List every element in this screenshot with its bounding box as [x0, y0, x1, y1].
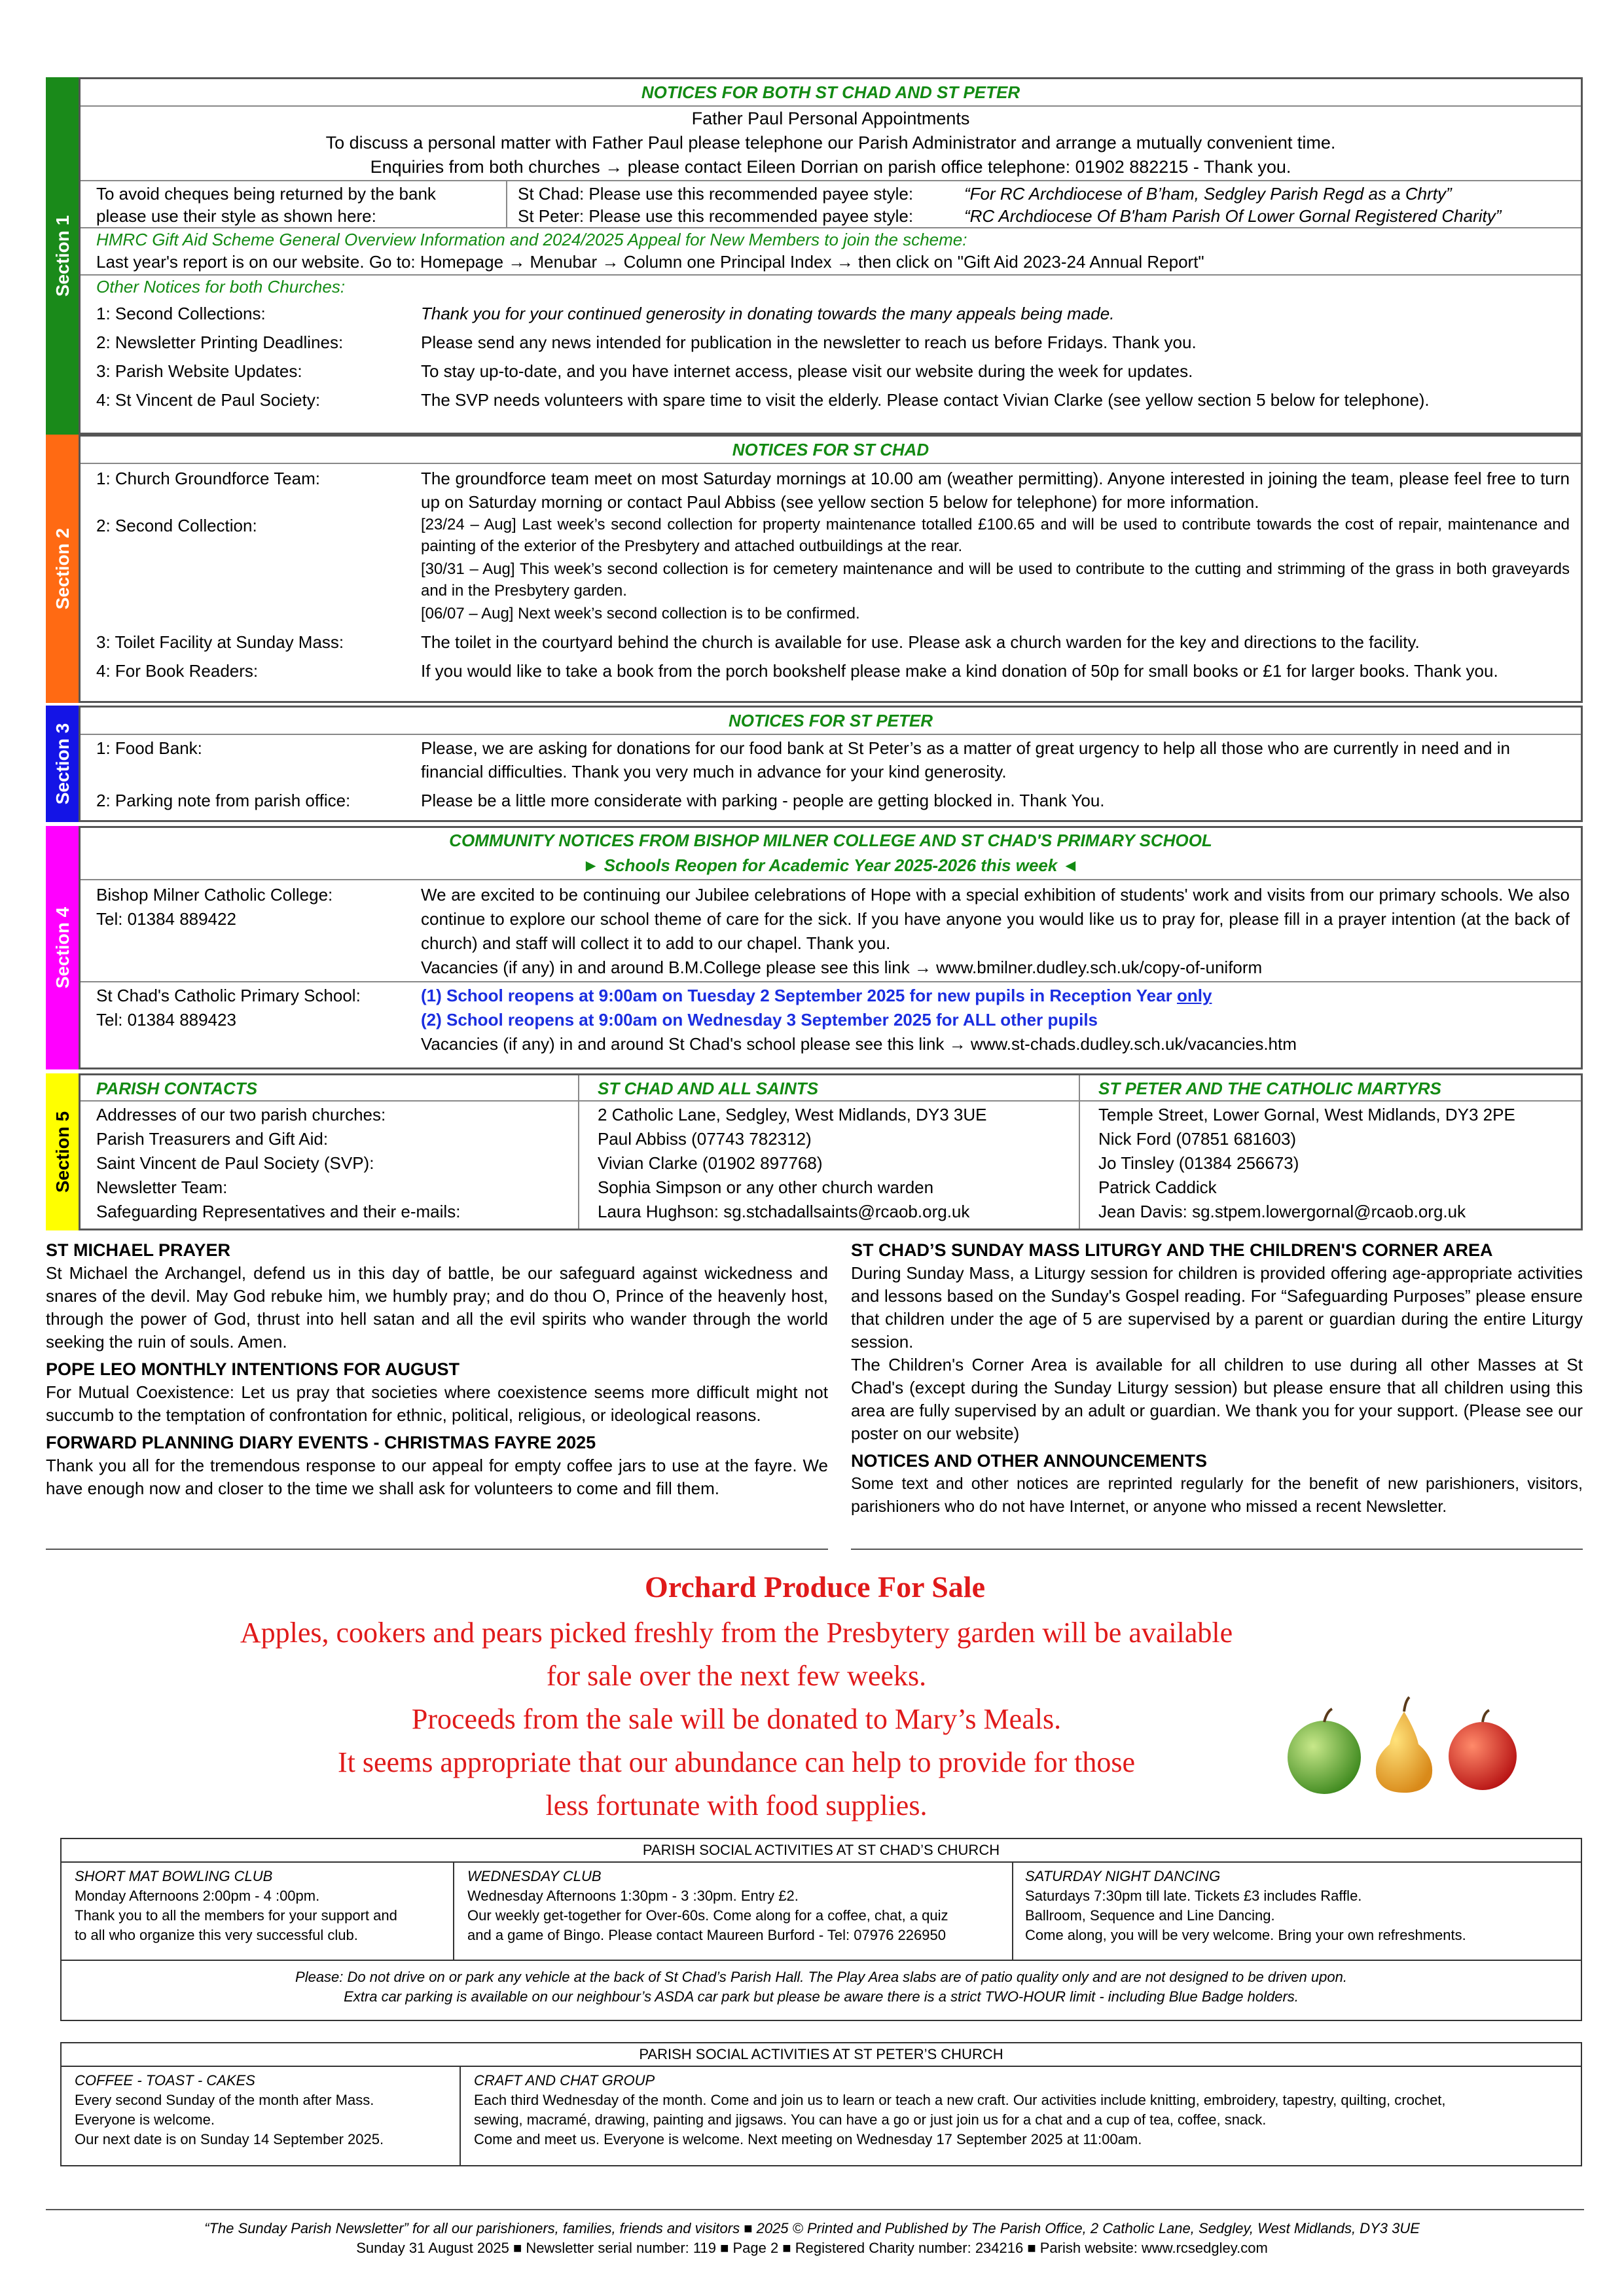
book-readers-text: If you would like to take a book from the porch bookshelf please make a kind donation of 50p for small books or £1 for larger books. Thank you.: [421, 661, 1498, 681]
section-4-subheader: ► Schools Reopen for Academic Year 2025-2026 this week ◄: [582, 855, 1079, 875]
st-peter-social-header: PARISH SOCIAL ACTIVITIES AT ST PETER’S CHURCH: [639, 2046, 1003, 2062]
left-articles: [46, 1238, 828, 1500]
st-chad-social-header: PARISH SOCIAL ACTIVITIES AT ST CHAD’S CHURCH: [642, 1842, 1000, 1858]
second-collection-c: [06/07 – Aug] Next week’s second collection is to be confirmed.: [421, 605, 860, 622]
pear-icon: [1376, 1697, 1432, 1793]
appointments-title: Father Paul Personal Appointments: [691, 109, 970, 128]
st-peter-contacts: Temple Street, Lower Gornal, West Midlands, DY3 2PE Nick Ford (07851 681603) Jo Tinsley (01384 256673) Patrick Caddick Jean Davis: sg.stpem.lowergornal@rcaob.org.uk: [1098, 1105, 1515, 1221]
gift-aid-line: Last year's report is on our website. Go to: Homepage → Menubar → Column one Principal Index → then click on "Gift Aid 2023-24 Annual Report": [96, 252, 1204, 272]
pope-leo-title: POPE LEO MONTHLY INTENTIONS FOR AUGUST: [46, 1359, 460, 1379]
second-collection-b: [30/31 – Aug] This week’s second collection is for cemetery maintenance and will be used to contribute to the cutting and strimming of the grass in both graveyards and in the Presbytery garden.: [421, 560, 1570, 600]
wednesday-club: WEDNESDAY CLUB Wednesday Afternoons 1:30pm - 3 :30pm. Entry £2. Our weekly get-together for Over-60s. Come along for a coffee, chat, a quiz and a game of Bingo. Please contact Maureen Burford - Tel: 07976 226950: [467, 1868, 948, 1943]
section-2-box: [79, 435, 1583, 703]
right-articles: [851, 1238, 1583, 1518]
orchard-body: Apples, cookers and pears picked freshly from the Presbytery garden will be available for sale over the next few weeks. Proceeds from the sale will be donated to Mary’s Meals. It seems appropriate that our abundance can help to provide for those less fortunate with food supplies.: [240, 1617, 1233, 1821]
toilet-label: 3: Toilet Facility at Sunday Mass:: [96, 632, 344, 652]
bowling-club: SHORT MAT BOWLING CLUB Monday Afternoons 2:00pm - 4 :00pm. Thank you to all the members for your support and to all who organize this very successful club.: [75, 1868, 397, 1943]
st-chad-contacts: 2 Catholic Lane, Sedgley, West Midlands, DY3 3UE Paul Abbiss (07743 782312) Vivian Clarke (01902 897768) Sophia Simpson or any other church warden Laura Hughson: sg.stchadallsaints@rcaob.org.uk: [598, 1105, 987, 1221]
section-1-box: [79, 77, 1583, 435]
red-apple-icon: [1449, 1710, 1517, 1790]
section-5-tab: Section 5: [46, 1073, 80, 1230]
bishop-milner-contact: Bishop Milner Catholic College: Tel: 01384 889422: [96, 885, 333, 929]
other-notices-labels: 1: Second Collections: 2: Newsletter Printing Deadlines: 3: Parish Website Updates: 4: St Vincent de Paul Society:: [96, 304, 344, 410]
book-readers-label: 4: For Book Readers:: [96, 661, 259, 681]
st-michael-text: St Michael the Archangel, defend us in this day of battle, be our safeguard against wickedness and snares of the devil. May God rebuke him, we humbly pray; and do thou O, Prince of the heavenly host, through the power of God, thrust into hell satan and all the evil spirits who wander through the world seeking the ruin of souls. Amen.: [46, 1263, 828, 1352]
appointments-line-2: Enquiries from both churches → please contact Eileen Dorrian on parish office telephone: 01902 882215 - Thank you.: [370, 157, 1291, 177]
craft-and-chat: CRAFT AND CHAT GROUP Each third Wednesday of the month. Come and join us to learn or teach a new craft. Our activities include knitting, embroidery, tapestry, quilting, crochet, sewing, macramé, drawing, painting and jigsaws. You can have a go or just join us for a chat and a cup of tea, coffee, snack. Come and meet us. Everyone is welcome. Next meeting on Wednesday 17 September 2025 at 11:00am.: [474, 2072, 1446, 2147]
food-bank-label: 1: Food Bank:: [96, 738, 202, 758]
orchard-title: Orchard Produce For Sale: [644, 1570, 985, 1604]
liturgy-title: ST CHAD’S SUNDAY MASS LITURGY AND THE CHILDREN'S CORNER AREA: [851, 1240, 1493, 1260]
second-collection-label: 2: Second Collection:: [96, 516, 257, 535]
st-chad-social-box: [60, 1838, 1582, 2021]
saturday-dancing: SATURDAY NIGHT DANCING Saturdays 7:30pm till late. Tickets £3 includes Raffle. Ballroom, Sequence and Line Dancing. Come along, you will be very welcome. Bring your own refreshments.: [1025, 1868, 1466, 1943]
bishop-milner-vacancies: Vacancies (if any) in and around B.M.College please see this link → www.bmilner.dudley.sch.uk/copy-of-uniform: [421, 958, 1263, 977]
fayre-title: FORWARD PLANNING DIARY EVENTS - CHRISTMAS FAYRE 2025: [46, 1433, 596, 1452]
st-chad-heading: ST CHAD AND ALL SAINTS: [598, 1079, 819, 1098]
toilet-text: The toilet in the courtyard behind the church is available for use. Please ask a church warden for the key and directions to the facility.: [421, 632, 1420, 652]
parking-text: Please be a little more considerate with parking - people are getting blocked in. Thank You.: [421, 791, 1105, 810]
payee-labels: St Chad: Please use this recommended payee style: St Peter: Please use this recommended payee style:: [518, 184, 914, 226]
footer-line-2: Sunday 31 August 2025 ■ Newsletter serial number: 119 ■ Page 2 ■ Registered Charity number: 234216 ■ Parish website: www.rcsedgley.com: [356, 2240, 1268, 2256]
parking-label: 2: Parking note from parish office:: [96, 791, 351, 810]
fayre-text: Thank you all for the tremendous response to our appeal for empty coffee jars to use at the fayre. We have enough now and closer to the time we shall ask for volunteers to come and fill them.: [46, 1456, 828, 1498]
section-2-header: NOTICES FOR ST CHAD: [81, 437, 1581, 464]
parish-contacts-heading: PARISH CONTACTS: [96, 1079, 258, 1098]
notices-text: Some text and other notices are reprinted regularly for the benefit of new parishioners, visitors, parishioners who do not have Internet, or anyone who missed a recent Newsletter.: [851, 1475, 1583, 1516]
pope-leo-text: For Mutual Coexistence: Let us pray that societies where coexistence seems more difficult might not succumb to the temptation of confrontation for ethnic, political, religious, or ideological reasons.: [46, 1382, 828, 1425]
fruit-illustration: [1280, 1692, 1522, 1797]
second-collection-a: [23/24 – Aug] Last week’s second collection for property maintenance totalled £100.65 and will be used to contribute towards the cost of repair, maintenance and painting of the exterior of the Presbytery and attached outbuildings at the rear.: [421, 516, 1570, 555]
section-3-box: [79, 706, 1583, 822]
payee-styles: “For RC Archdiocese of B’ham, Sedgley Parish Regd as a Chrty” “RC Archdiocese Of B'ham Parish Of Lower Gornal Registered Charity”: [964, 184, 1502, 226]
school-reopens-1: (1) School reopens at 9:00am on Tuesday 2 September 2025 for new pupils in Reception Year only: [421, 986, 1212, 1005]
school-reopens-2: (2) School reopens at 9:00am on Wednesday 3 September 2025 for ALL other pupils: [421, 1010, 1098, 1030]
footer-line-1: “The Sunday Parish Newsletter” for all our parishioners, families, friends and visitors ■ 2025 © Printed and Published by The Parish Office, 2 Catholic Lane, Sedgley, West Midlands, DY3 3UE: [204, 2220, 1420, 2236]
notices-title: NOTICES AND OTHER ANNOUNCEMENTS: [851, 1451, 1208, 1471]
section-4-header: COMMUNITY NOTICES FROM BISHOP MILNER COLLEGE AND ST CHAD'S PRIMARY SCHOOL: [449, 831, 1212, 850]
parking-warning: Please: Do not drive on or park any vehicle at the back of St Chad’s Parish Hall. The Play Area slabs are of patio quality only and are not designed to be driven upon. Extra car parking is available on our neighbour’s ASDA car park but please be aware there is a strict TWO-HOUR limit - including Blue Badge holders.: [295, 1969, 1347, 2005]
section-1-tab: Section 1: [46, 77, 80, 435]
st-chads-school-contact: St Chad's Catholic Primary School: Tel: 01384 889423: [96, 986, 361, 1030]
groundforce-text: The groundforce team meet on most Saturday mornings at 10.00 am (weather permitting). Anyone interested in joining the team, please feel free to turn up on Saturday morning or contact Paul Abbiss (see yellow section 5 below for telephone) for more information.: [421, 469, 1570, 512]
groundforce-label: 1: Church Groundforce Team:: [96, 469, 321, 488]
gift-aid-title: HMRC Gift Aid Scheme General Overview Information and 2024/2025 Appeal for New Members to join the scheme:: [96, 230, 967, 249]
st-peter-social-box: [60, 2042, 1582, 2166]
liturgy-text-1: During Sunday Mass, a Liturgy session for children is provided offering age-appropriate activities and lessons based on the Sunday's Gospel reading. For “Safeguarding Purposes” please ensure that children under the age of 5 are supervised by a parent or guardian during the entire Liturgy session.: [851, 1263, 1583, 1352]
bishop-milner-text: We are excited to be continuing our Jubilee celebrations of Hope with a special exhibition of students' work and visits from our primary schools. We also continue to explore our school theme of care for the sick. If you have anyone you would like us to pray for, please fill in a prayer intention (at the back of church) and staff will collect it to add to our chapel. Thank you.: [421, 885, 1570, 953]
st-michael-title: ST MICHAEL PRAYER: [46, 1240, 231, 1260]
other-notices-title: Other Notices for both Churches:: [96, 277, 346, 296]
st-peter-heading: ST PETER AND THE CATHOLIC MARTYRS: [1098, 1079, 1441, 1098]
section-5-box: [79, 1073, 1583, 1230]
section-3-tab: Section 3: [46, 706, 80, 822]
green-apple-icon: [1288, 1709, 1361, 1794]
st-chads-vacancies: Vacancies (if any) in and around St Chad's school please see this link → www.st-chads.dudley.sch.uk/vacancies.htm: [421, 1034, 1297, 1054]
coffee-toast-cakes: COFFEE - TOAST - CAKES Every second Sunday of the month after Mass. Everyone is welcome. Our next date is on Sunday 14 September 2025.: [75, 2072, 384, 2147]
food-bank-text: Please, we are asking for donations for our food bank at St Peter’s as a matter of great urgency to help all those who are currently in need and in financial difficulties. Thank you very much in advance for your kind generosity.: [421, 738, 1511, 781]
other-notices-texts: Thank you for your continued generosity in donating towards the many appeals being made. Please send any news intended for publication in the newsletter to reach us before Fridays. Thank you. To stay up-to-date, and you have internet access, please visit our website during the week for updates. The SVP needs volunteers with spare time to visit the elderly. Please contact Vivian Clarke (see yellow section 5 below for telephone).: [421, 304, 1430, 410]
orchard-notice: [46, 1564, 1584, 1610]
section-1-header: NOTICES FOR BOTH ST CHAD AND ST PETER: [81, 79, 1581, 107]
section-4-tab: Section 4: [46, 826, 80, 1069]
section-2-tab: Section 2: [46, 435, 80, 703]
section-4-box: [79, 826, 1583, 1069]
liturgy-text-2: The Children's Corner Area is available for all children to use during all other Masses at St Chad's (except during the Sunday Liturgy session) but please ensure that all children using this area are fully supervised by an adult or guardian. We thank you for your support. (Please see our poster on our website): [851, 1355, 1583, 1443]
appointments-line-1: To discuss a personal matter with Father Paul please telephone our Parish Administrator and arrange a mutually convenient time.: [325, 133, 1336, 152]
contact-labels: Addresses of our two parish churches: Parish Treasurers and Gift Aid: Saint Vincent de Paul Society (SVP): Newsletter Team: Safeguarding Representatives and their e-mails:: [96, 1105, 461, 1221]
cheque-note: To avoid cheques being returned by the bank please use their style as shown here:: [96, 184, 436, 226]
section-3-header: NOTICES FOR ST PETER: [81, 708, 1581, 735]
